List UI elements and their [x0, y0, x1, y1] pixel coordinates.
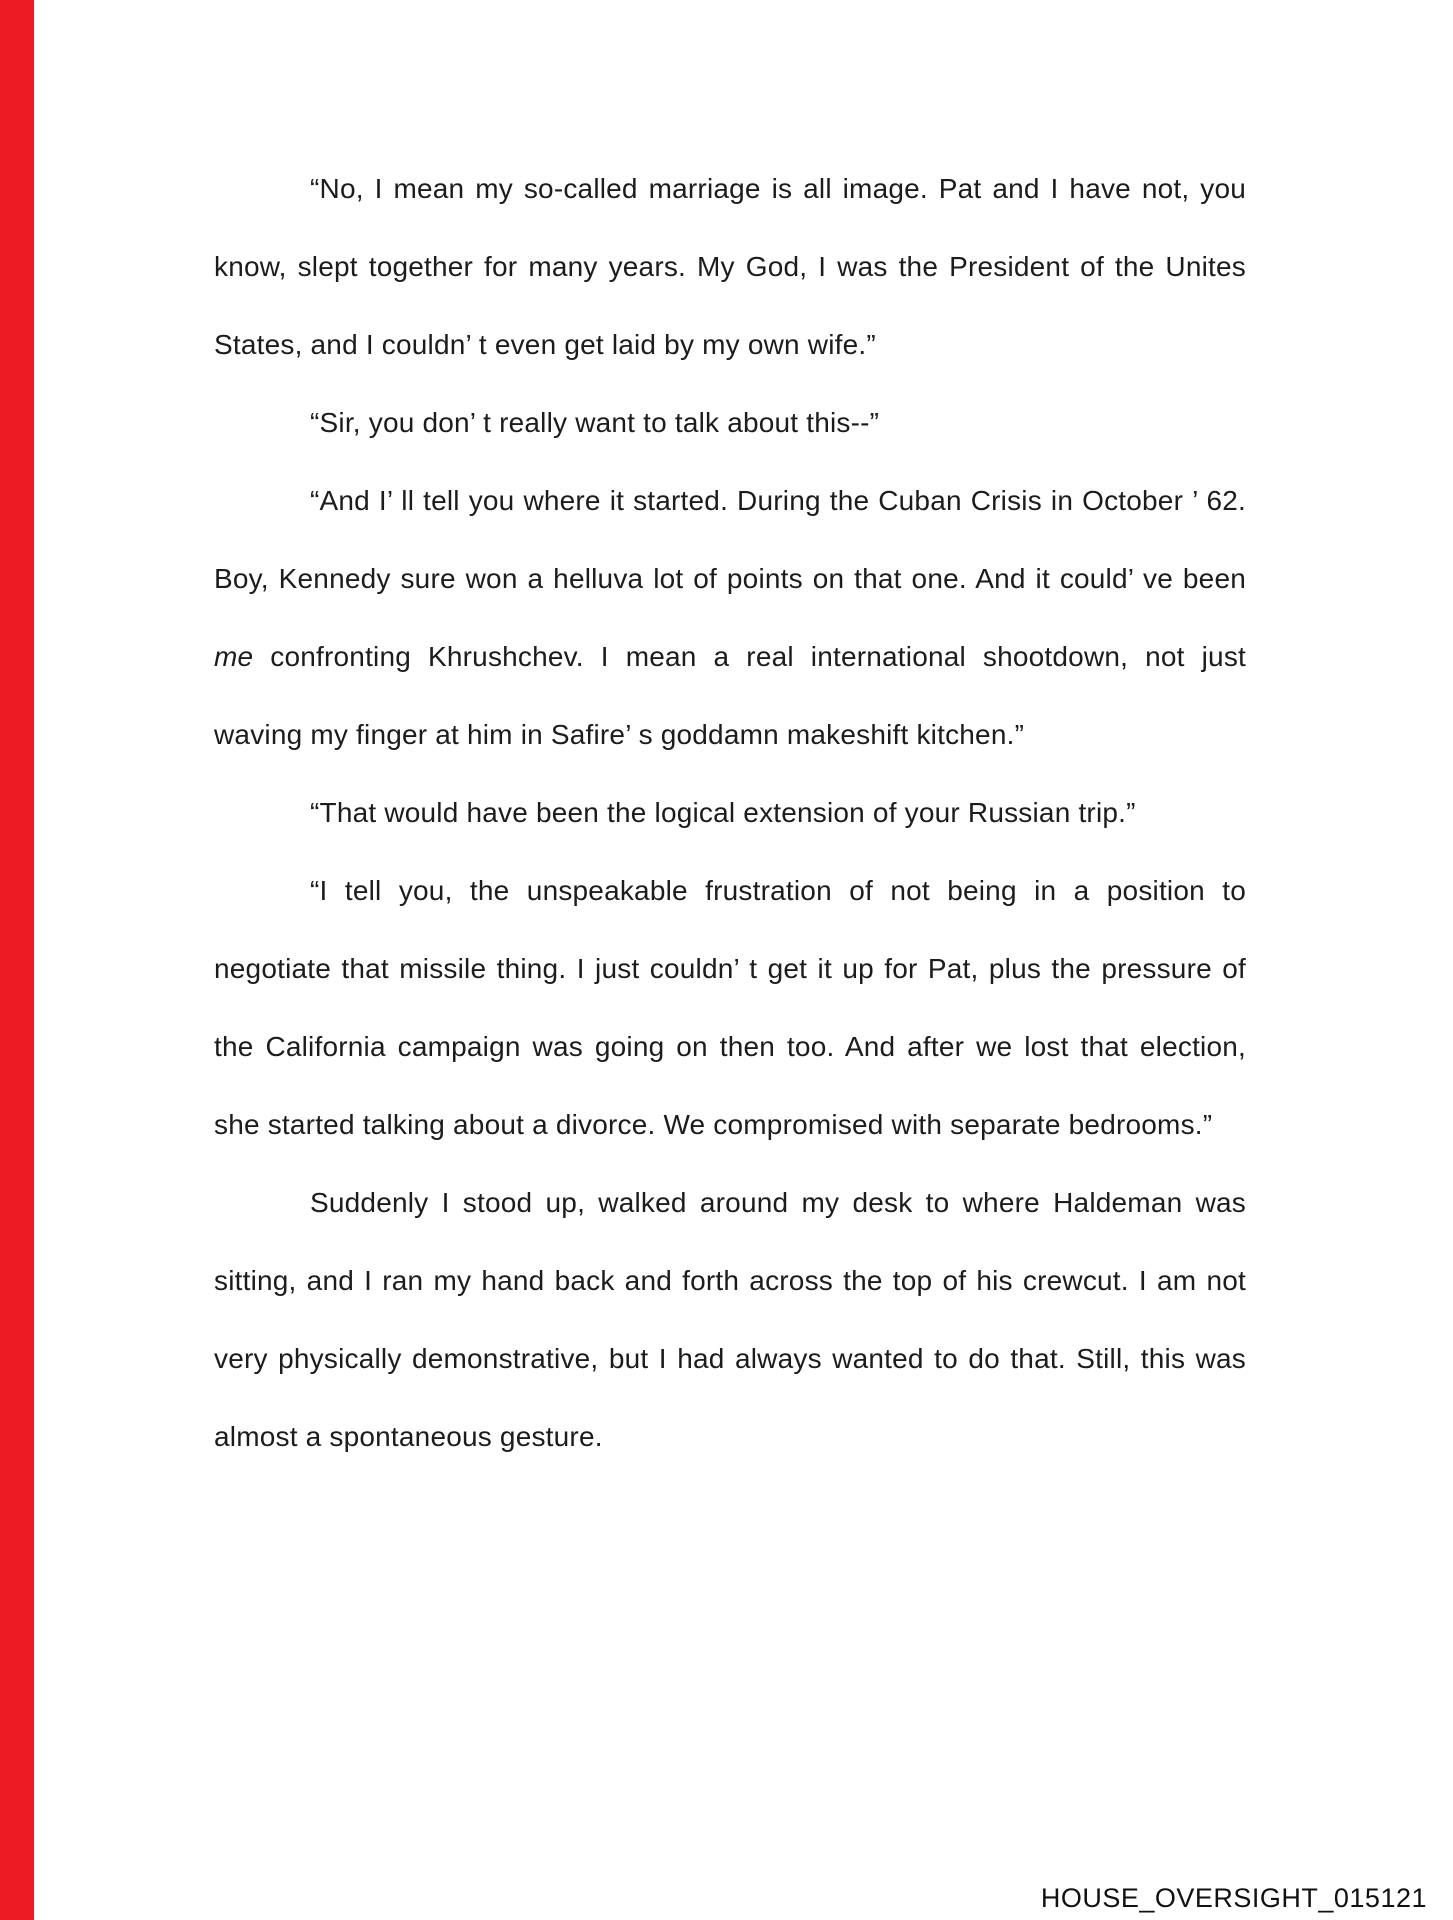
text-run: “And I’ ll tell you where it started. During the Cuban Crisis in October ’ 62. Boy, Kennedy sure won a helluva lot of points on that one. And it could’ ve been [214, 485, 1246, 594]
text-run: “No, I mean my so-called marriage is all image. Pat and I have not, you know, slept together for many years. My God, I was the President of the Unites States, and I couldn’ t even get laid by my own wife.” [214, 173, 1246, 360]
text-run: Suddenly I stood up, walked around my desk to where Haldeman was sitting, and I ran my hand back and forth across the top of his crewcut. I am not very physically demonstrative, but I had always wanted to do that. Still, this was almost a spontaneous gesture. [214, 1187, 1246, 1452]
bates-number-label: HOUSE_OVERSIGHT_015121 [1040, 1883, 1427, 1913]
text-run: “That would have been the logical extension of your Russian trip.” [310, 797, 1136, 828]
paragraph [214, 774, 1246, 852]
left-margin-bar [0, 0, 34, 1920]
paragraph [214, 150, 1246, 384]
paragraph [214, 852, 1246, 1164]
paragraph [214, 384, 1246, 462]
text-run: me [214, 641, 254, 672]
text-run: “I tell you, the unspeakable frustration of not being in a position to negotiate that missile thing. I just couldn’ t get it up for Pat, plus the pressure of the California campaign was going on then too. And after we lost that election, she started talking about a divorce. We compromised with separate bedrooms.” [214, 875, 1246, 1140]
paragraph [214, 462, 1246, 774]
text-run: confronting Khrushchev. I mean a real international shootdown, not just waving my finger at him in Safire’ s goddamn makeshift kitchen.” [214, 641, 1246, 750]
text-run: “Sir, you don’ t really want to talk about this--” [310, 407, 880, 438]
document-body [214, 150, 1246, 1476]
paragraph [214, 1164, 1246, 1476]
